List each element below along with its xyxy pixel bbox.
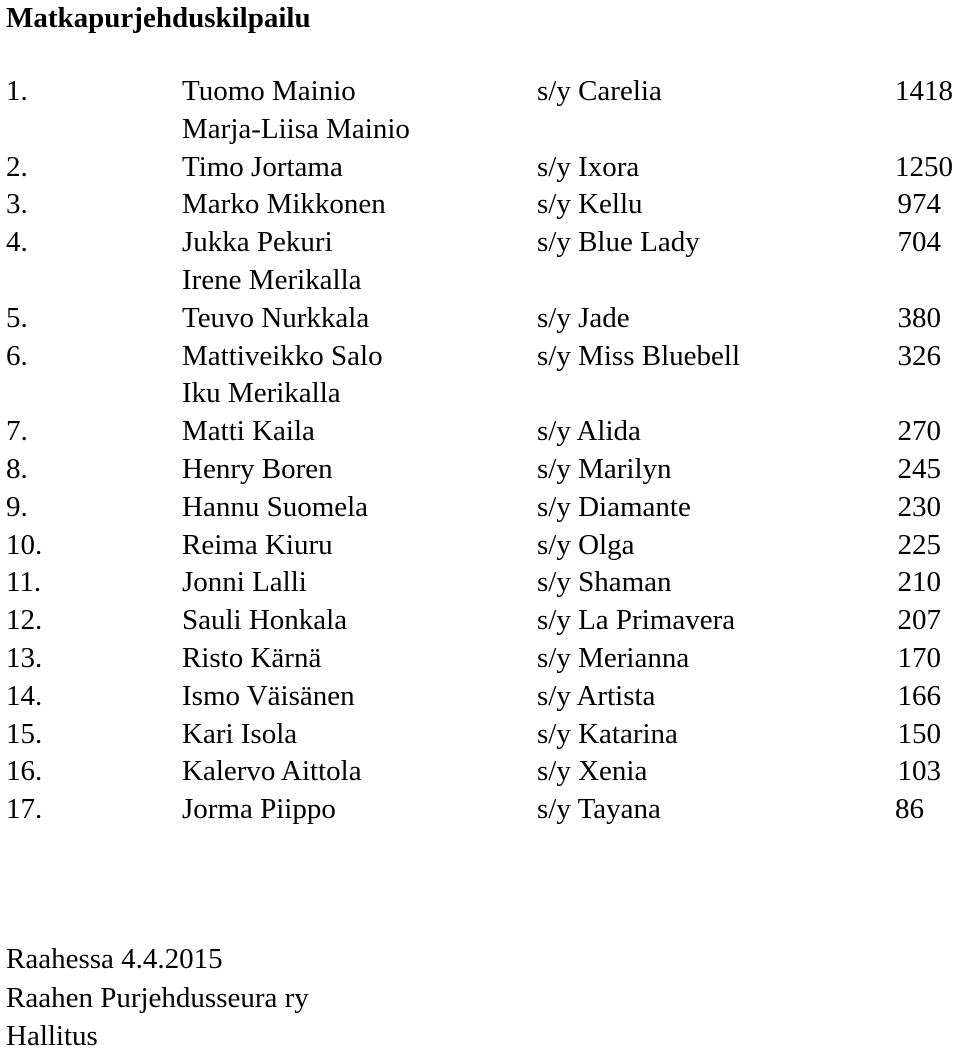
sailor-name: Marko Mikkonen — [182, 188, 386, 221]
boat-name: s/y Alida — [537, 415, 641, 448]
result-row — [0, 451, 960, 489]
rank: 13. — [6, 641, 43, 674]
boat-name: s/y Kellu — [537, 188, 643, 221]
sailor-name: Hannu Suomela — [182, 490, 369, 523]
result-row — [0, 73, 960, 111]
boat-name: s/y Tayana — [537, 793, 661, 826]
signature-block — [6, 940, 309, 1056]
points: 86 — [895, 793, 924, 826]
rank: 3. — [6, 188, 28, 221]
rank: 11. — [6, 566, 42, 599]
boat-name: s/y Ixora — [537, 150, 640, 183]
rank: 7. — [6, 415, 28, 448]
result-row — [0, 375, 960, 413]
boat-name: s/y Xenia — [537, 755, 648, 788]
rank: 5. — [6, 301, 28, 334]
points: 326 — [897, 339, 941, 372]
boat-name: s/y Katarina — [537, 717, 678, 750]
points: 207 — [897, 604, 941, 637]
points: 166 — [897, 679, 941, 712]
rank: 6. — [6, 339, 28, 372]
result-row — [0, 791, 960, 829]
rank: 8. — [6, 452, 28, 485]
rank: 2. — [6, 150, 28, 183]
result-row — [0, 753, 960, 791]
rank: 10. — [6, 528, 43, 561]
organization-name: Raahen Purjehdusseura ry — [6, 981, 309, 1014]
result-row — [0, 602, 960, 640]
boat-name: s/y Jade — [537, 301, 630, 334]
boat-name: s/y Artista — [537, 679, 656, 712]
sailor-name: Iku Merikalla — [182, 377, 341, 410]
boat-name: s/y Blue Lady — [537, 226, 700, 259]
result-row — [0, 527, 960, 565]
result-row — [0, 300, 960, 338]
boat-name: s/y Olga — [537, 528, 635, 561]
points: 1418 — [895, 75, 953, 107]
points: 704 — [897, 226, 941, 259]
sailor-name: Jorma Piippo — [182, 793, 336, 826]
result-row — [0, 149, 960, 187]
points: 170 — [897, 641, 941, 674]
place-date: Raahessa 4.4.2015 — [6, 943, 223, 975]
points: 103 — [897, 755, 941, 788]
rank: 4. — [6, 226, 28, 259]
document-title: Matkapurjehduskilpailu — [6, 2, 311, 34]
sailor-name: Jukka Pekuri — [182, 226, 333, 259]
rank: 1. — [6, 75, 28, 107]
points: 150 — [897, 717, 941, 750]
result-row — [0, 224, 960, 262]
rank: 16. — [6, 755, 43, 788]
sailor-name: Kari Isola — [182, 717, 298, 750]
rank: 12. — [6, 604, 43, 637]
result-row — [0, 564, 960, 602]
boat-name: s/y Marilyn — [537, 452, 672, 485]
rank: 15. — [6, 717, 43, 750]
points: 1250 — [895, 150, 953, 183]
points: 974 — [897, 188, 941, 221]
rank: 14. — [6, 679, 43, 712]
result-row — [0, 262, 960, 300]
boat-name: s/y Diamante — [537, 490, 691, 523]
sailor-name: Mattiveikko Salo — [182, 339, 383, 372]
result-row — [0, 186, 960, 224]
sailor-name: Henry Boren — [182, 452, 333, 485]
sailor-name: Irene Merikalla — [182, 263, 362, 296]
sailor-name: Tuomo Mainio — [182, 75, 356, 107]
sailor-name: Timo Jortama — [182, 150, 343, 183]
sailor-name: Teuvo Nurkkala — [182, 301, 370, 334]
rank: 17. — [6, 793, 43, 826]
sailor-name: Ismo Väisänen — [182, 679, 355, 712]
points: 210 — [897, 566, 941, 599]
result-row — [0, 338, 960, 376]
result-row — [0, 678, 960, 716]
sailor-name: Jonni Lalli — [182, 566, 307, 599]
result-row — [0, 413, 960, 451]
sailor-name: Reima Kiuru — [182, 528, 333, 561]
result-row — [0, 489, 960, 527]
sailor-name: Matti Kaila — [182, 415, 315, 448]
sailor-name: Sauli Honkala — [182, 604, 348, 637]
result-row — [0, 716, 960, 754]
boat-name: s/y Shaman — [537, 566, 672, 599]
results-list — [0, 73, 960, 829]
sailor-name: Marja-Liisa Mainio — [182, 112, 410, 145]
rank: 9. — [6, 490, 28, 523]
sailor-name: Risto Kärnä — [182, 641, 322, 674]
points: 380 — [897, 301, 941, 334]
sailor-name: Kalervo Aittola — [182, 755, 362, 788]
points: 270 — [897, 415, 941, 448]
boat-name: s/y Merianna — [537, 641, 690, 674]
boat-name: s/y Miss Bluebell — [537, 339, 741, 372]
points: 245 — [897, 452, 941, 485]
result-row — [0, 640, 960, 678]
points: 225 — [897, 528, 941, 561]
points: 230 — [897, 490, 941, 523]
result-row — [0, 111, 960, 149]
boat-name: s/y Carelia — [537, 75, 662, 107]
boat-name: s/y La Primavera — [537, 604, 736, 637]
signatory: Hallitus — [6, 1020, 98, 1052]
